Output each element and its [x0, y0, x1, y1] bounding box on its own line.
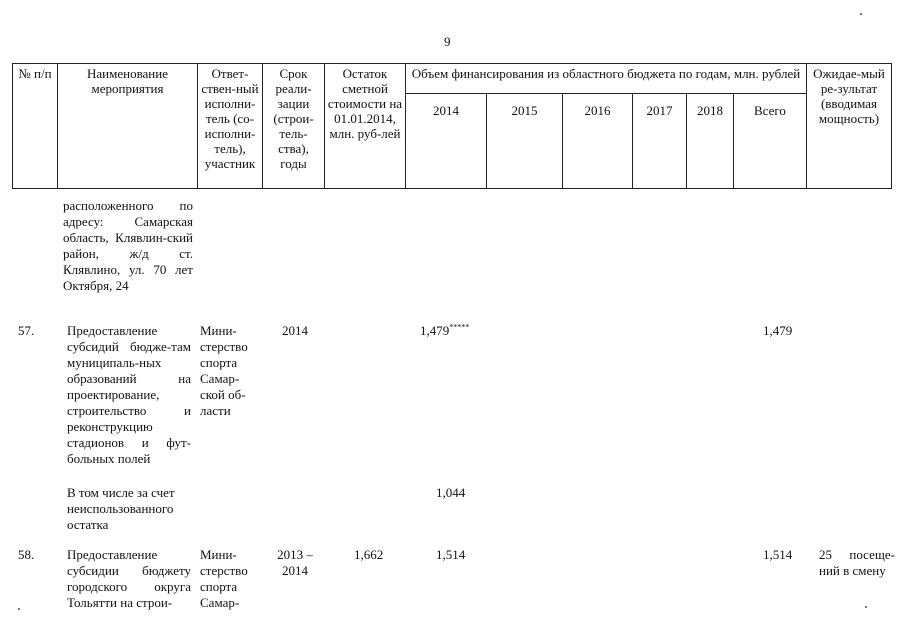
row-continuation-name: расположенного по адресу: Самарская область, Клявлин-ский район, ж/д ст. Клявлино, ул. 70 лет Октября, 24 — [63, 198, 193, 293]
row-57-term: 2014 — [282, 323, 308, 338]
row-57-executor: Мини-стерство спорта Самар-ской об-ласти — [200, 323, 248, 418]
header-year-2018: 2018 — [687, 94, 734, 189]
row-58-total: 1,514 — [763, 547, 793, 562]
row-58-y2014: 1,514 — [436, 547, 466, 562]
scan-speck — [18, 608, 20, 610]
header-year-2015: 2015 — [487, 94, 563, 189]
header-result: Ожидае-мый ре-зультат (вводимая мощность) — [807, 64, 892, 189]
header-name: Наименование мероприятия — [58, 64, 198, 189]
row-sub-name: В том числе за счет неиспользованного остатка — [67, 485, 175, 532]
header-year-2016: 2016 — [563, 94, 633, 189]
row-sub-y2014: 1,044 — [436, 485, 466, 500]
header-balance: Остаток сметной стоимости на 01.01.2014, млн. руб-лей — [325, 64, 406, 189]
row-57-num: 57. — [18, 323, 35, 338]
header-year-2017: 2017 — [633, 94, 687, 189]
header-term: Срок реали-зации (строи-тель-ства), годы — [263, 64, 325, 189]
row-57-y2014 — [420, 323, 498, 339]
scan-speck — [865, 606, 867, 608]
row-57-y2014-value: 1,479 — [420, 323, 450, 338]
table-header — [12, 63, 892, 189]
page-number: 9 — [444, 34, 451, 49]
row-58-result: 25 посеще-ний в смену — [819, 547, 895, 578]
header-year-total: Всего — [734, 94, 807, 189]
scan-speck — [860, 13, 862, 15]
header-year-2014: 2014 — [406, 94, 487, 189]
row-58-num: 58. — [18, 547, 35, 562]
row-58-executor: Мини-стерство спорта Самар- — [200, 547, 248, 610]
header-funding-group: Объем финансирования из областного бюджета по годам, млн. рублей — [406, 64, 807, 94]
row-57-y2014-footnote-mark: ***** — [449, 322, 470, 332]
row-58-name: Предоставление субсидии бюджету городского округа Тольятти на строи- — [67, 547, 191, 610]
row-58-balance: 1,662 — [354, 547, 384, 562]
header-executor: Ответ-ствен-ный исполни-тель (со-исполни-тель), участник — [198, 64, 263, 189]
row-57-total: 1,479 — [763, 323, 793, 338]
header-num: № п/п — [13, 64, 58, 189]
row-57-name: Предоставление субсидий бюдже-там муниципаль-ных образований на проектирование, строительство и реконструкцию стадионов и фут-больных полей — [67, 323, 191, 466]
row-58-term: 2013 – 2014 — [277, 547, 313, 578]
